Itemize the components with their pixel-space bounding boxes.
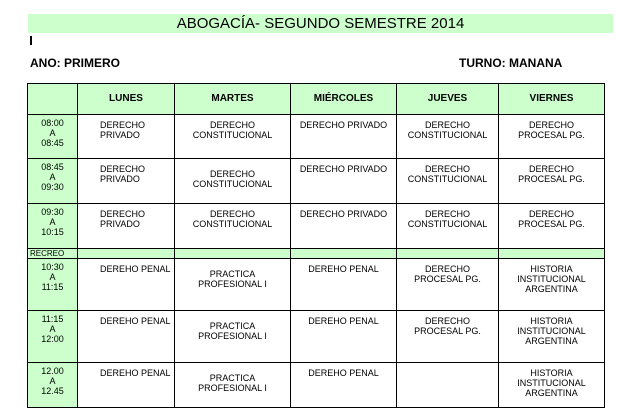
recreo-cell — [499, 249, 605, 259]
time-cell — [28, 204, 78, 249]
class-cell — [499, 311, 605, 363]
class-cell — [175, 259, 291, 311]
class-name-line: PRIVADO — [100, 130, 140, 140]
class-cell — [397, 311, 499, 363]
document-title: ABOGACÍA- SEGUNDO SEMESTRE 2014 — [28, 14, 613, 33]
time-cell — [28, 363, 78, 408]
time-slot-row — [28, 259, 605, 311]
class-name-line: CONSTITUCIONAL — [407, 130, 488, 140]
class-name-line: DERECHO — [424, 209, 470, 219]
class-name-line: DERECHO — [424, 264, 470, 274]
class-name-line: INSTITUCIONAL — [517, 378, 586, 388]
time-line: 08:45 — [41, 162, 64, 172]
class-name-line: DERECHO — [209, 209, 255, 219]
class-name-line: DERECHO PRIVADO — [299, 120, 388, 130]
time-cell — [28, 159, 78, 204]
class-name-line: PROCESAL PG. — [414, 274, 481, 284]
class-name-line: CONSTITUCIONAL — [407, 174, 488, 184]
header-row — [28, 84, 605, 115]
class-cell — [175, 311, 291, 363]
class-name-line: CONSTITUCIONAL — [407, 219, 488, 229]
time-slot-row — [28, 115, 605, 159]
class-name-line: INSTITUCIONAL — [517, 326, 586, 336]
class-cell — [499, 159, 605, 204]
day-header: LUNES — [78, 84, 175, 115]
class-cell — [78, 311, 175, 363]
time-line: 10:15 — [41, 227, 64, 237]
schedule-table — [27, 83, 605, 408]
class-cell — [291, 311, 397, 363]
class-cell — [291, 115, 397, 159]
day-header: MARTES — [175, 84, 291, 115]
class-name-line: PRIVADO — [100, 174, 140, 184]
class-name-line: PROFESIONAL I — [198, 279, 267, 289]
class-cell — [175, 204, 291, 249]
class-cell — [397, 204, 499, 249]
class-cell — [397, 115, 499, 159]
recreo-cell — [397, 249, 499, 259]
class-cell — [78, 115, 175, 159]
class-name-line: DERECHO — [424, 164, 470, 174]
class-name-line: HISTORIA — [530, 368, 573, 378]
class-name-line: PROFESIONAL I — [198, 383, 267, 393]
class-name-line: PROCESAL PG. — [518, 219, 585, 229]
time-line: A — [49, 217, 56, 227]
class-cell — [78, 363, 175, 408]
class-cell — [397, 363, 499, 408]
class-name-line: CONSTITUCIONAL — [192, 130, 273, 140]
time-line: A — [49, 324, 56, 334]
class-name-line: HISTORIA — [530, 264, 573, 274]
time-line: 11:15 — [41, 314, 64, 324]
header-corner — [28, 84, 78, 115]
time-line: 12.00 — [41, 366, 64, 376]
class-name-line: PRACTICA — [209, 321, 256, 331]
class-name-line: DEREHO PENAL — [308, 368, 379, 378]
day-header: MIÉRCOLES — [291, 84, 397, 115]
class-cell — [175, 159, 291, 204]
class-cell — [499, 204, 605, 249]
class-name-line: HISTORIA — [530, 316, 573, 326]
class-cell — [175, 115, 291, 159]
class-cell — [78, 204, 175, 249]
class-name-line: DERECHO — [424, 316, 470, 326]
class-cell — [78, 159, 175, 204]
recreo-cell — [78, 249, 175, 259]
class-name-line: PROCESAL PG. — [518, 130, 585, 140]
class-cell — [291, 159, 397, 204]
time-line: 08:00 — [41, 118, 64, 128]
class-name-line: CONSTITUCIONAL — [192, 179, 273, 189]
time-cell — [28, 311, 78, 363]
class-cell — [78, 259, 175, 311]
class-name-line: DERECHO — [100, 209, 146, 219]
class-name-line: DEREHO PENAL — [100, 368, 171, 378]
text-cursor — [30, 36, 32, 45]
time-line: A — [49, 172, 56, 182]
class-name-line: DERECHO — [424, 120, 470, 130]
class-name-line: DERECHO PRIVADO — [299, 209, 388, 219]
time-slot-row — [28, 363, 605, 408]
time-line: 12:00 — [41, 334, 64, 344]
class-name-line: PRACTICA — [209, 373, 256, 383]
class-name-line: DEREHO PENAL — [100, 264, 171, 274]
class-name-line: PRACTICA — [209, 269, 256, 279]
recreo-cell — [291, 249, 397, 259]
class-name-line: DERECHO — [209, 169, 255, 179]
shift-label: TURNO: MANANA — [459, 56, 563, 70]
class-name-line: ARGENTINA — [525, 388, 578, 398]
time-line: 09:30 — [41, 207, 64, 217]
time-line: 10:30 — [41, 262, 64, 272]
day-header: VIERNES — [499, 84, 605, 115]
class-name-line: DEREHO PENAL — [308, 264, 379, 274]
class-name-line: INSTITUCIONAL — [517, 274, 586, 284]
class-name-line: PROCESAL PG. — [518, 174, 585, 184]
class-name-line: DERECHO — [100, 164, 146, 174]
time-slot-row — [28, 204, 605, 249]
class-name-line: DERECHO — [528, 120, 574, 130]
class-cell — [291, 363, 397, 408]
time-line: 08:45 — [41, 138, 64, 148]
class-name-line: PROFESIONAL I — [198, 331, 267, 341]
time-line: A — [49, 376, 56, 386]
time-cell — [28, 259, 78, 311]
class-cell — [291, 204, 397, 249]
class-name-line: DERECHO — [528, 209, 574, 219]
time-line: 11:15 — [41, 282, 64, 292]
class-name-line: ARGENTINA — [525, 336, 578, 346]
year-label: ANO: PRIMERO — [30, 56, 120, 70]
class-name-line: DEREHO PENAL — [100, 316, 171, 326]
class-cell — [499, 363, 605, 408]
class-cell — [291, 259, 397, 311]
time-line: 09:30 — [41, 182, 64, 192]
recreo-row — [28, 249, 605, 259]
class-name-line: DERECHO — [100, 120, 146, 130]
time-slot-row — [28, 311, 605, 363]
class-name-line: DERECHO — [209, 120, 255, 130]
time-line: A — [49, 128, 56, 138]
class-name-line: DERECHO PRIVADO — [299, 164, 388, 174]
class-name-line: ARGENTINA — [525, 284, 578, 294]
recreo-label: RECREO — [28, 249, 78, 259]
time-cell — [28, 115, 78, 159]
class-name-line: CONSTITUCIONAL — [192, 219, 273, 229]
class-name-line: DERECHO — [528, 164, 574, 174]
time-line: 12.45 — [41, 386, 64, 396]
class-cell — [499, 115, 605, 159]
recreo-cell — [175, 249, 291, 259]
class-cell — [175, 363, 291, 408]
class-cell — [397, 259, 499, 311]
day-header: JUEVES — [397, 84, 499, 115]
class-name-line: PROCESAL PG. — [414, 326, 481, 336]
class-cell — [499, 259, 605, 311]
class-cell — [397, 159, 499, 204]
class-name-line: PRIVADO — [100, 219, 140, 229]
time-line: A — [49, 272, 56, 282]
class-name-line: DEREHO PENAL — [308, 316, 379, 326]
time-slot-row — [28, 159, 605, 204]
